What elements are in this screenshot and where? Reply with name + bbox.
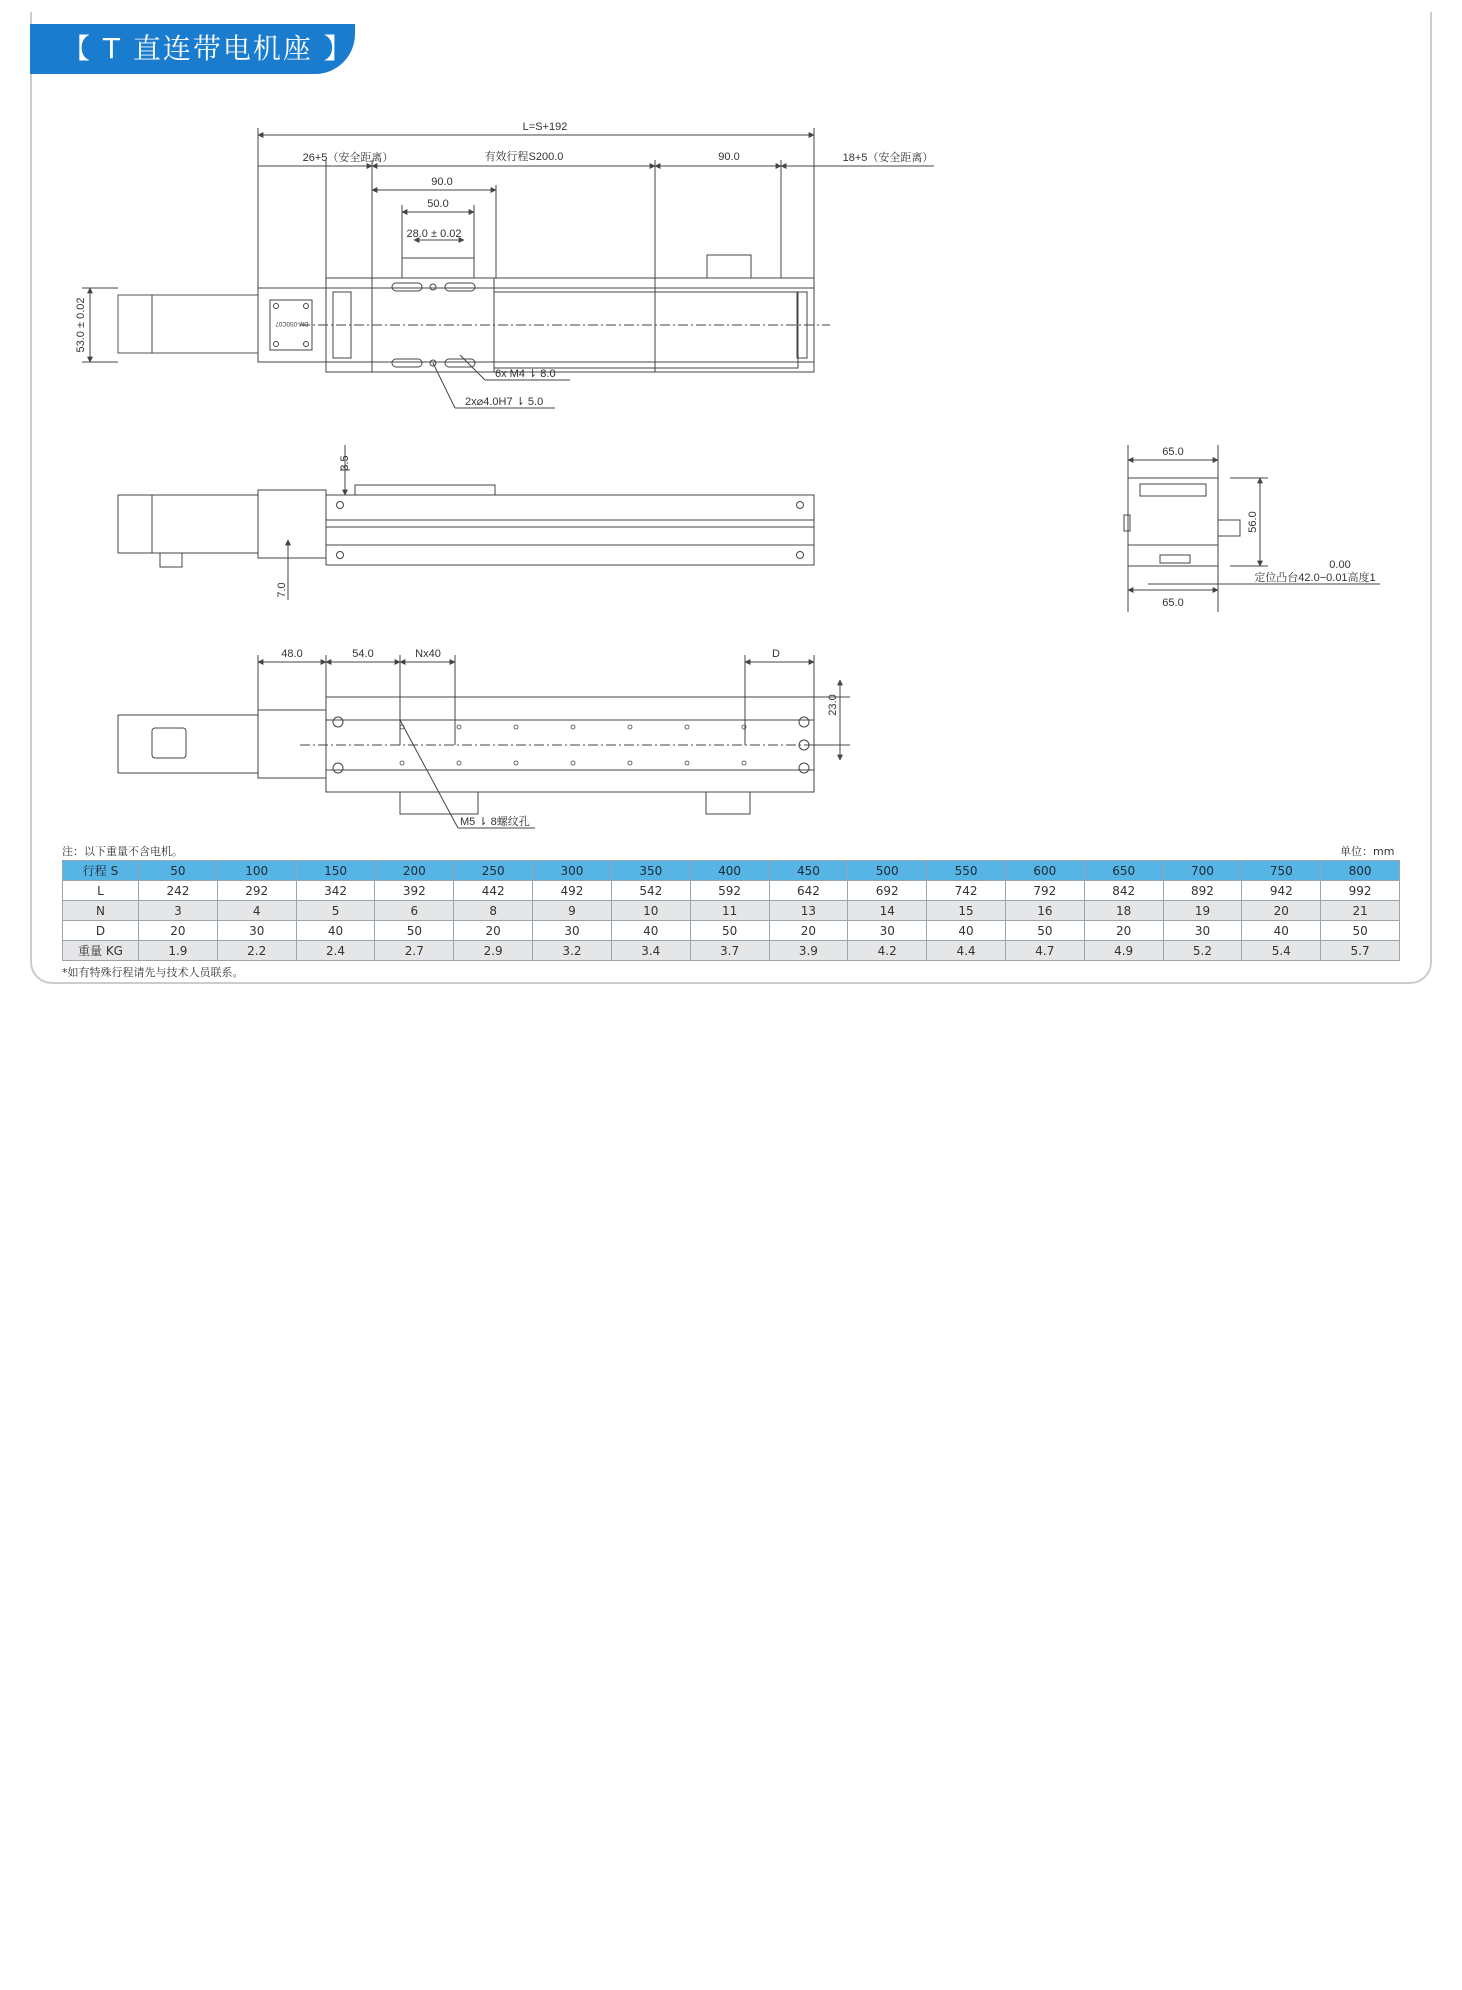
weight-note: 注：以下重量不含电机。 (62, 845, 183, 858)
end-view (1124, 445, 1380, 612)
table-cell: 16 (1005, 901, 1084, 921)
table-row (63, 861, 1400, 881)
table-cell: 742 (927, 881, 1006, 901)
table-cell: 892 (1163, 881, 1242, 901)
table-cell: 750 (1242, 861, 1321, 881)
table-cell: 50 (690, 921, 769, 941)
table-cell: 4.7 (1005, 941, 1084, 961)
table-cell: 20 (1084, 921, 1163, 941)
table-cell: 792 (1005, 881, 1084, 901)
table-cell: 30 (848, 921, 927, 941)
dim-90-left: 90.0 (431, 176, 453, 188)
table-row (63, 941, 1400, 961)
table-cell: 5.4 (1242, 941, 1321, 961)
table-cell: 3 (139, 901, 218, 921)
table-cell: 30 (1163, 921, 1242, 941)
table-cell: 2.2 (217, 941, 296, 961)
spec-table (62, 860, 1400, 961)
table-cell: 50 (1005, 921, 1084, 941)
table-cell: 100 (217, 861, 296, 881)
table-cell: 40 (1242, 921, 1321, 941)
table-cell: 40 (296, 921, 375, 941)
dim-overall-length: L=S+192 (522, 121, 568, 133)
table-cell: 20 (1242, 901, 1321, 921)
table-cell: 8 (454, 901, 533, 921)
side-view (118, 445, 814, 600)
table-cell: 40 (611, 921, 690, 941)
table-cell: 4.4 (927, 941, 1006, 961)
row-header: D (63, 921, 139, 941)
table-cell: 692 (848, 881, 927, 901)
page-title: 【 T 直连带电机座 】 (30, 24, 355, 74)
table-cell: 600 (1005, 861, 1084, 881)
row-header: 行程 S (63, 861, 139, 881)
callout-m5: M5 ⇂ 8螺纹孔 (460, 816, 530, 828)
dim-nx40: Nx40 (415, 648, 441, 660)
table-cell: 500 (848, 861, 927, 881)
row-header: L (63, 881, 139, 901)
table-cell: 992 (1321, 881, 1400, 901)
table-cell: 30 (533, 921, 612, 941)
table-cell: 150 (296, 861, 375, 881)
table-cell: 800 (1321, 861, 1400, 881)
table-cell: 20 (769, 921, 848, 941)
dim-54: 54.0 (352, 648, 374, 660)
dim-safety-right: 18+5（安全距离） (842, 152, 934, 164)
table-cell: 20 (139, 921, 218, 941)
end-flatness: 0.00 (1329, 559, 1351, 571)
table-cell: 3.9 (769, 941, 848, 961)
table-cell: 4.2 (848, 941, 927, 961)
footnote: *如有特殊行程请先与技术人员联系。 (62, 966, 244, 979)
table-cell: 50 (375, 921, 454, 941)
table-cell: 11 (690, 901, 769, 921)
table-cell: 6 (375, 901, 454, 921)
table-cell: 242 (139, 881, 218, 901)
table-cell: 350 (611, 861, 690, 881)
table-cell: 292 (217, 881, 296, 901)
table-cell: 842 (1084, 881, 1163, 901)
table-cell: 2.9 (454, 941, 533, 961)
table-cell: 50 (139, 861, 218, 881)
row-header: 重量 KG (63, 941, 139, 961)
callout-pin: 2x⌀4.0H7 ⇂ 5.0 (465, 396, 544, 408)
end-dim-65-top: 65.0 (1162, 446, 1184, 458)
dim-3-5: 3.5 (339, 455, 351, 471)
unit-note: 单位：mm (1340, 845, 1395, 858)
table-cell: 5 (296, 901, 375, 921)
table-cell: 18 (1084, 901, 1163, 921)
dim-stroke: 有效行程S200.0 (484, 151, 564, 163)
table-cell: 9 (533, 901, 612, 921)
table-cell: 650 (1084, 861, 1163, 881)
end-boss-callout: 定位凸台42.0−0.01高度1 (1254, 572, 1376, 584)
table-cell: 4 (217, 901, 296, 921)
table-cell: 2.4 (296, 941, 375, 961)
table-cell: 4.9 (1084, 941, 1163, 961)
table-cell: 1.9 (139, 941, 218, 961)
table-cell: 40 (927, 921, 1006, 941)
table-cell: 542 (611, 881, 690, 901)
table-cell: 3.7 (690, 941, 769, 961)
table-cell: 13 (769, 901, 848, 921)
dim-7: 7.0 (276, 582, 288, 598)
top-view (75, 121, 934, 408)
table-cell: 5.7 (1321, 941, 1400, 961)
table-cell: 15 (927, 901, 1006, 921)
table-cell: 442 (454, 881, 533, 901)
table-cell: 400 (690, 861, 769, 881)
table-cell: 3.4 (611, 941, 690, 961)
table-cell: 200 (375, 861, 454, 881)
table-cell: 550 (927, 861, 1006, 881)
dim-48: 48.0 (281, 648, 303, 660)
table-cell: 492 (533, 881, 612, 901)
table-cell: 392 (375, 881, 454, 901)
table-cell: 300 (533, 861, 612, 881)
table-cell: 14 (848, 901, 927, 921)
dim-23: 23.0 (827, 694, 839, 716)
table-cell: 20 (454, 921, 533, 941)
dim-28: 28.0 ± 0.02 (406, 228, 462, 240)
motor-label: DM-0S0C07 (275, 320, 309, 326)
table-cell: 19 (1163, 901, 1242, 921)
table-cell: 3.2 (533, 941, 612, 961)
table-cell: 10 (611, 901, 690, 921)
table-cell: 21 (1321, 901, 1400, 921)
dim-d: D (772, 648, 780, 660)
table-row (63, 901, 1400, 921)
table-cell: 30 (217, 921, 296, 941)
row-header: N (63, 901, 139, 921)
table-cell: 50 (1321, 921, 1400, 941)
callout-m4: 6x M4 ⇂ 8.0 (495, 368, 556, 380)
table-cell: 450 (769, 861, 848, 881)
table-cell: 5.2 (1163, 941, 1242, 961)
dim-50: 50.0 (427, 198, 449, 210)
end-dim-56: 56.0 (1247, 511, 1259, 533)
dim-safety-left: 26+5（安全距离） (302, 152, 394, 164)
table-cell: 942 (1242, 881, 1321, 901)
bottom-view (118, 648, 850, 828)
table-cell: 250 (454, 861, 533, 881)
table-row (63, 881, 1400, 901)
table-cell: 642 (769, 881, 848, 901)
dim-90-right: 90.0 (718, 151, 740, 163)
dim-53: 53.0 ± 0.02 (75, 297, 87, 353)
table-cell: 342 (296, 881, 375, 901)
table-cell: 700 (1163, 861, 1242, 881)
table-cell: 592 (690, 881, 769, 901)
end-dim-65-bottom: 65.0 (1162, 597, 1184, 609)
table-row (63, 921, 1400, 941)
table-cell: 2.7 (375, 941, 454, 961)
